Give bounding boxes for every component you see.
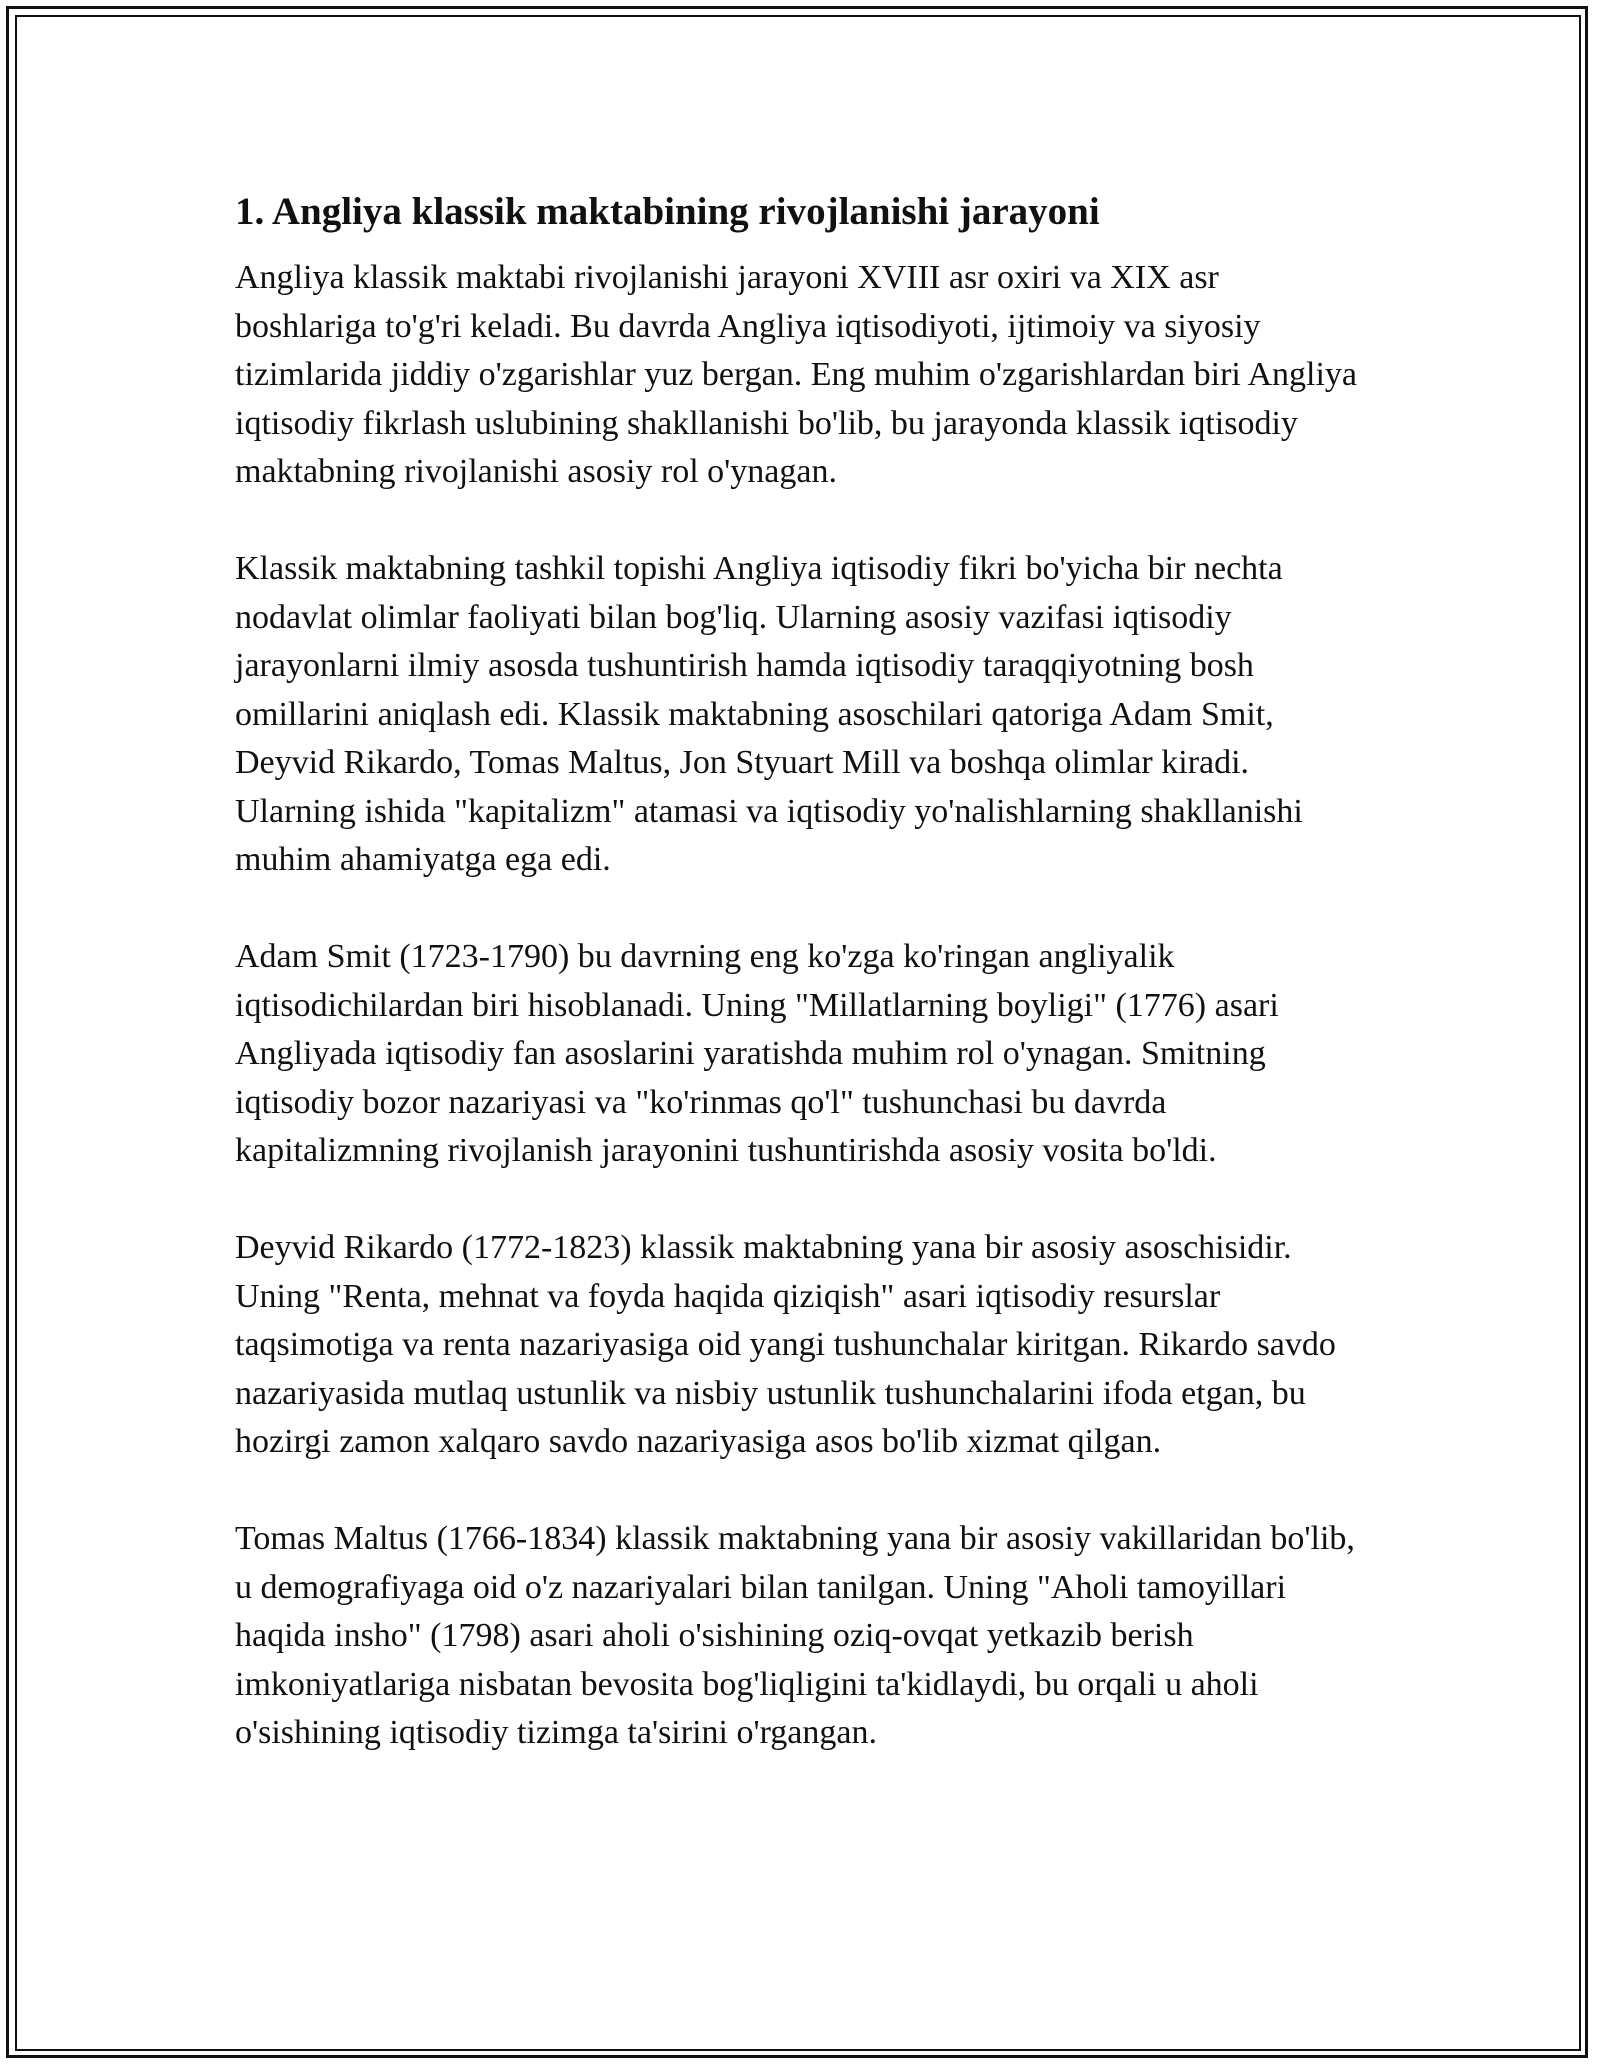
- document-body: [235, 186, 1365, 1806]
- section-heading: 1. Angliya klassik maktabining rivojlanishi jarayoni: [235, 190, 1100, 233]
- paragraph-tomas-maltus: Tomas Maltus (1766-1834) klassik maktabning yana bir asosiy vakillaridan bo'lib, u demografiyaga oid o'z nazariyalari bilan tanilgan. Uning "Aholi tamoyillari haqida insho" (1798) asari aholi o'sishining oziq-ovqat yetkazib berish imkoniyatlariga nisbatan bevosita bog'liqligini ta'kidlaydi, bu orqali u aholi o'sishining iqtisodiy tizimga ta'sirini o'rgangan.: [235, 1520, 1355, 1751]
- paragraph-founders: Klassik maktabning tashkil topishi Angliya iqtisodiy fikri bo'yicha bir nechta nodavlat olimlar faoliyati bilan bog'liq. Ularning asosiy vazifasi iqtisodiy jarayonlarni ilmiy asosda tushuntirish hamda iqtisodiy taraqqiyotning bosh omillarini aniqlash edi. Klassik maktabning asoschilari qatoriga Adam Smit, Deyvid Rikardo, Tomas Maltus, Jon Styuart Mill va boshqa olimlar kiradi. Ularning ishida "kapitalizm" atamasi va iqtisodiy yo'nalishlarning shakllanishi muhim ahamiyatga ega edi.: [235, 550, 1303, 878]
- paragraph-deyvid-rikardo: Deyvid Rikardo (1772-1823) klassik maktabning yana bir asosiy asoschisidir. Uning "Renta, mehnat va foyda haqida qiziqish" asari iqtisodiy resurslar taqsimotiga va renta nazariyasiga oid yangi tushunchalar kiritgan. Rikardo savdo nazariyasida mutlaq ustunlik va nisbiy ustunlik tushunchalarini ifoda etgan, bu hozirgi zamon xalqaro savdo nazariyasiga asos bo'lib xizmat qilgan.: [235, 1229, 1336, 1460]
- paragraph-intro: Angliya klassik maktabi rivojlanishi jarayoni XVIII asr oxiri va XIX asr boshlariga to'g'ri keladi. Bu davrda Angliya iqtisodiyoti, ijtimoiy va siyosiy tizimlarida jiddiy o'zgarishlar yuz bergan. Eng muhim o'zgarishlardan biri Angliya iqtisodiy fikrlash uslubining shakllanishi bo'lib, bu jarayonda klassik iqtisodiy maktabning rivojlanishi asosiy rol o'ynagan.: [235, 259, 1357, 490]
- paragraph-adam-smit: Adam Smit (1723-1790) bu davrning eng ko'zga ko'ringan angliyalik iqtisodichilardan biri hisoblanadi. Uning "Millatlarning boyligi" (1776) asari Angliyada iqtisodiy fan asoslarini yaratishda muhim rol o'ynagan. Smitning iqtisodiy bozor nazariyasi va "ko'rinmas qo'l" tushunchasi bu davrda kapitalizmning rivojlanish jarayonini tushuntirishda asosiy vosita bo'ldi.: [235, 938, 1279, 1169]
